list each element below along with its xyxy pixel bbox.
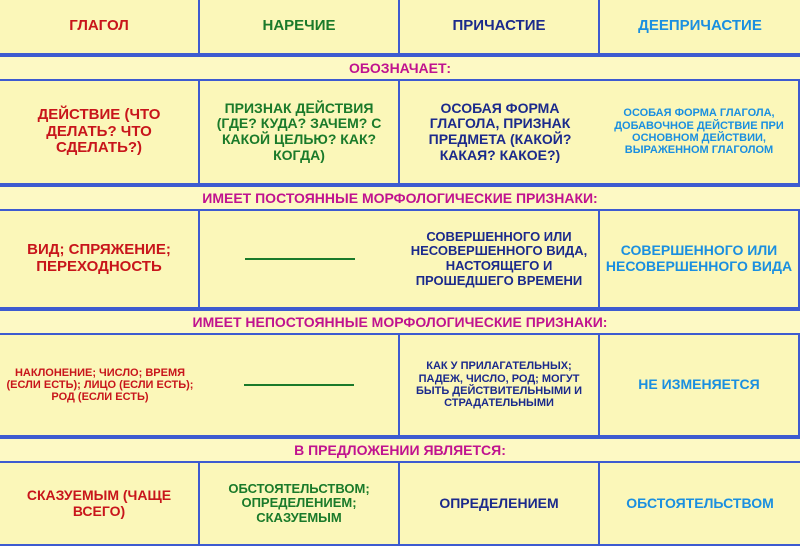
- variable-gerund: НЕ ИЗМЕНЯЕТСЯ: [600, 335, 800, 437]
- header-adverb: НАРЕЧИЕ: [200, 0, 400, 55]
- sentence-adverb: ОБСТОЯТЕЛЬСТВОМ; ОПРЕДЕЛЕНИЕМ; СКАЗУЕМЫМ: [200, 463, 400, 546]
- dash-divider: [244, 384, 354, 386]
- dash-divider: [245, 258, 355, 260]
- constant-gerund: СОВЕРШЕННОГО ИЛИ НЕСОВЕРШЕННОГО ВИДА: [600, 211, 800, 309]
- band-variable-features: ИМЕЕТ НЕПОСТОЯННЫЕ МОРФОЛОГИЧЕСКИЕ ПРИЗНАКИ:: [0, 309, 800, 335]
- denotes-adverb: ПРИЗНАК ДЕЙСТВИЯ (ГДЕ? КУДА? ЗАЧЕМ? С КАКОЙ ЦЕЛЬЮ? КАК? КОГДА): [200, 81, 400, 185]
- header-participle: ПРИЧАСТИЕ: [400, 0, 600, 55]
- constant-verb: ВИД; СПРЯЖЕНИЕ; ПЕРЕХОДНОСТЬ: [0, 211, 200, 309]
- variable-adverb: [200, 335, 400, 437]
- sentence-verb: СКАЗУЕМЫМ (ЧАЩЕ ВСЕГО): [0, 463, 200, 546]
- variable-verb: НАКЛОНЕНИЕ; ЧИСЛО; ВРЕМЯ (ЕСЛИ ЕСТЬ); ЛИЦО (ЕСЛИ ЕСТЬ); РОД (ЕСЛИ ЕСТЬ): [0, 335, 200, 437]
- band-denotes: ОБОЗНАЧАЕТ:: [0, 55, 800, 81]
- header-gerund: ДЕЕПРИЧАСТИЕ: [600, 0, 800, 55]
- band-in-sentence: В ПРЕДЛОЖЕНИИ ЯВЛЯЕТСЯ:: [0, 437, 800, 463]
- band-constant-features: ИМЕЕТ ПОСТОЯННЫЕ МОРФОЛОГИЧЕСКИЕ ПРИЗНАКИ:: [0, 185, 800, 211]
- constant-participle: СОВЕРШЕННОГО ИЛИ НЕСОВЕРШЕННОГО ВИДА, НАСТОЯЩЕГО И ПРОШЕДШЕГО ВРЕМЕНИ: [400, 211, 600, 309]
- sentence-gerund: ОБСТОЯТЕЛЬСТВОМ: [600, 463, 800, 546]
- denotes-participle: ОСОБАЯ ФОРМА ГЛАГОЛА, ПРИЗНАК ПРЕДМЕТА (КАКОЙ? КАКАЯ? КАКОЕ?): [400, 81, 600, 185]
- header-verb: ГЛАГОЛ: [0, 0, 200, 55]
- variable-participle: КАК У ПРИЛАГАТЕЛЬНЫХ; ПАДЕЖ, ЧИСЛО, РОД; МОГУТ БЫТЬ ДЕЙСТВИТЕЛЬНЫМИ И СТРАДАТЕЛЬНЫМИ: [400, 335, 600, 437]
- constant-adverb: [200, 211, 400, 309]
- sentence-participle: ОПРЕДЕЛЕНИЕМ: [400, 463, 600, 546]
- denotes-gerund: ОСОБАЯ ФОРМА ГЛАГОЛА, ДОБАВОЧНОЕ ДЕЙСТВИЕ ПРИ ОСНОВНОМ ДЕЙСТВИИ, ВЫРАЖЕННОМ ГЛАГОЛОМ: [600, 81, 800, 185]
- denotes-verb: ДЕЙСТВИЕ (ЧТО ДЕЛАТЬ? ЧТО СДЕЛАТЬ?): [0, 81, 200, 185]
